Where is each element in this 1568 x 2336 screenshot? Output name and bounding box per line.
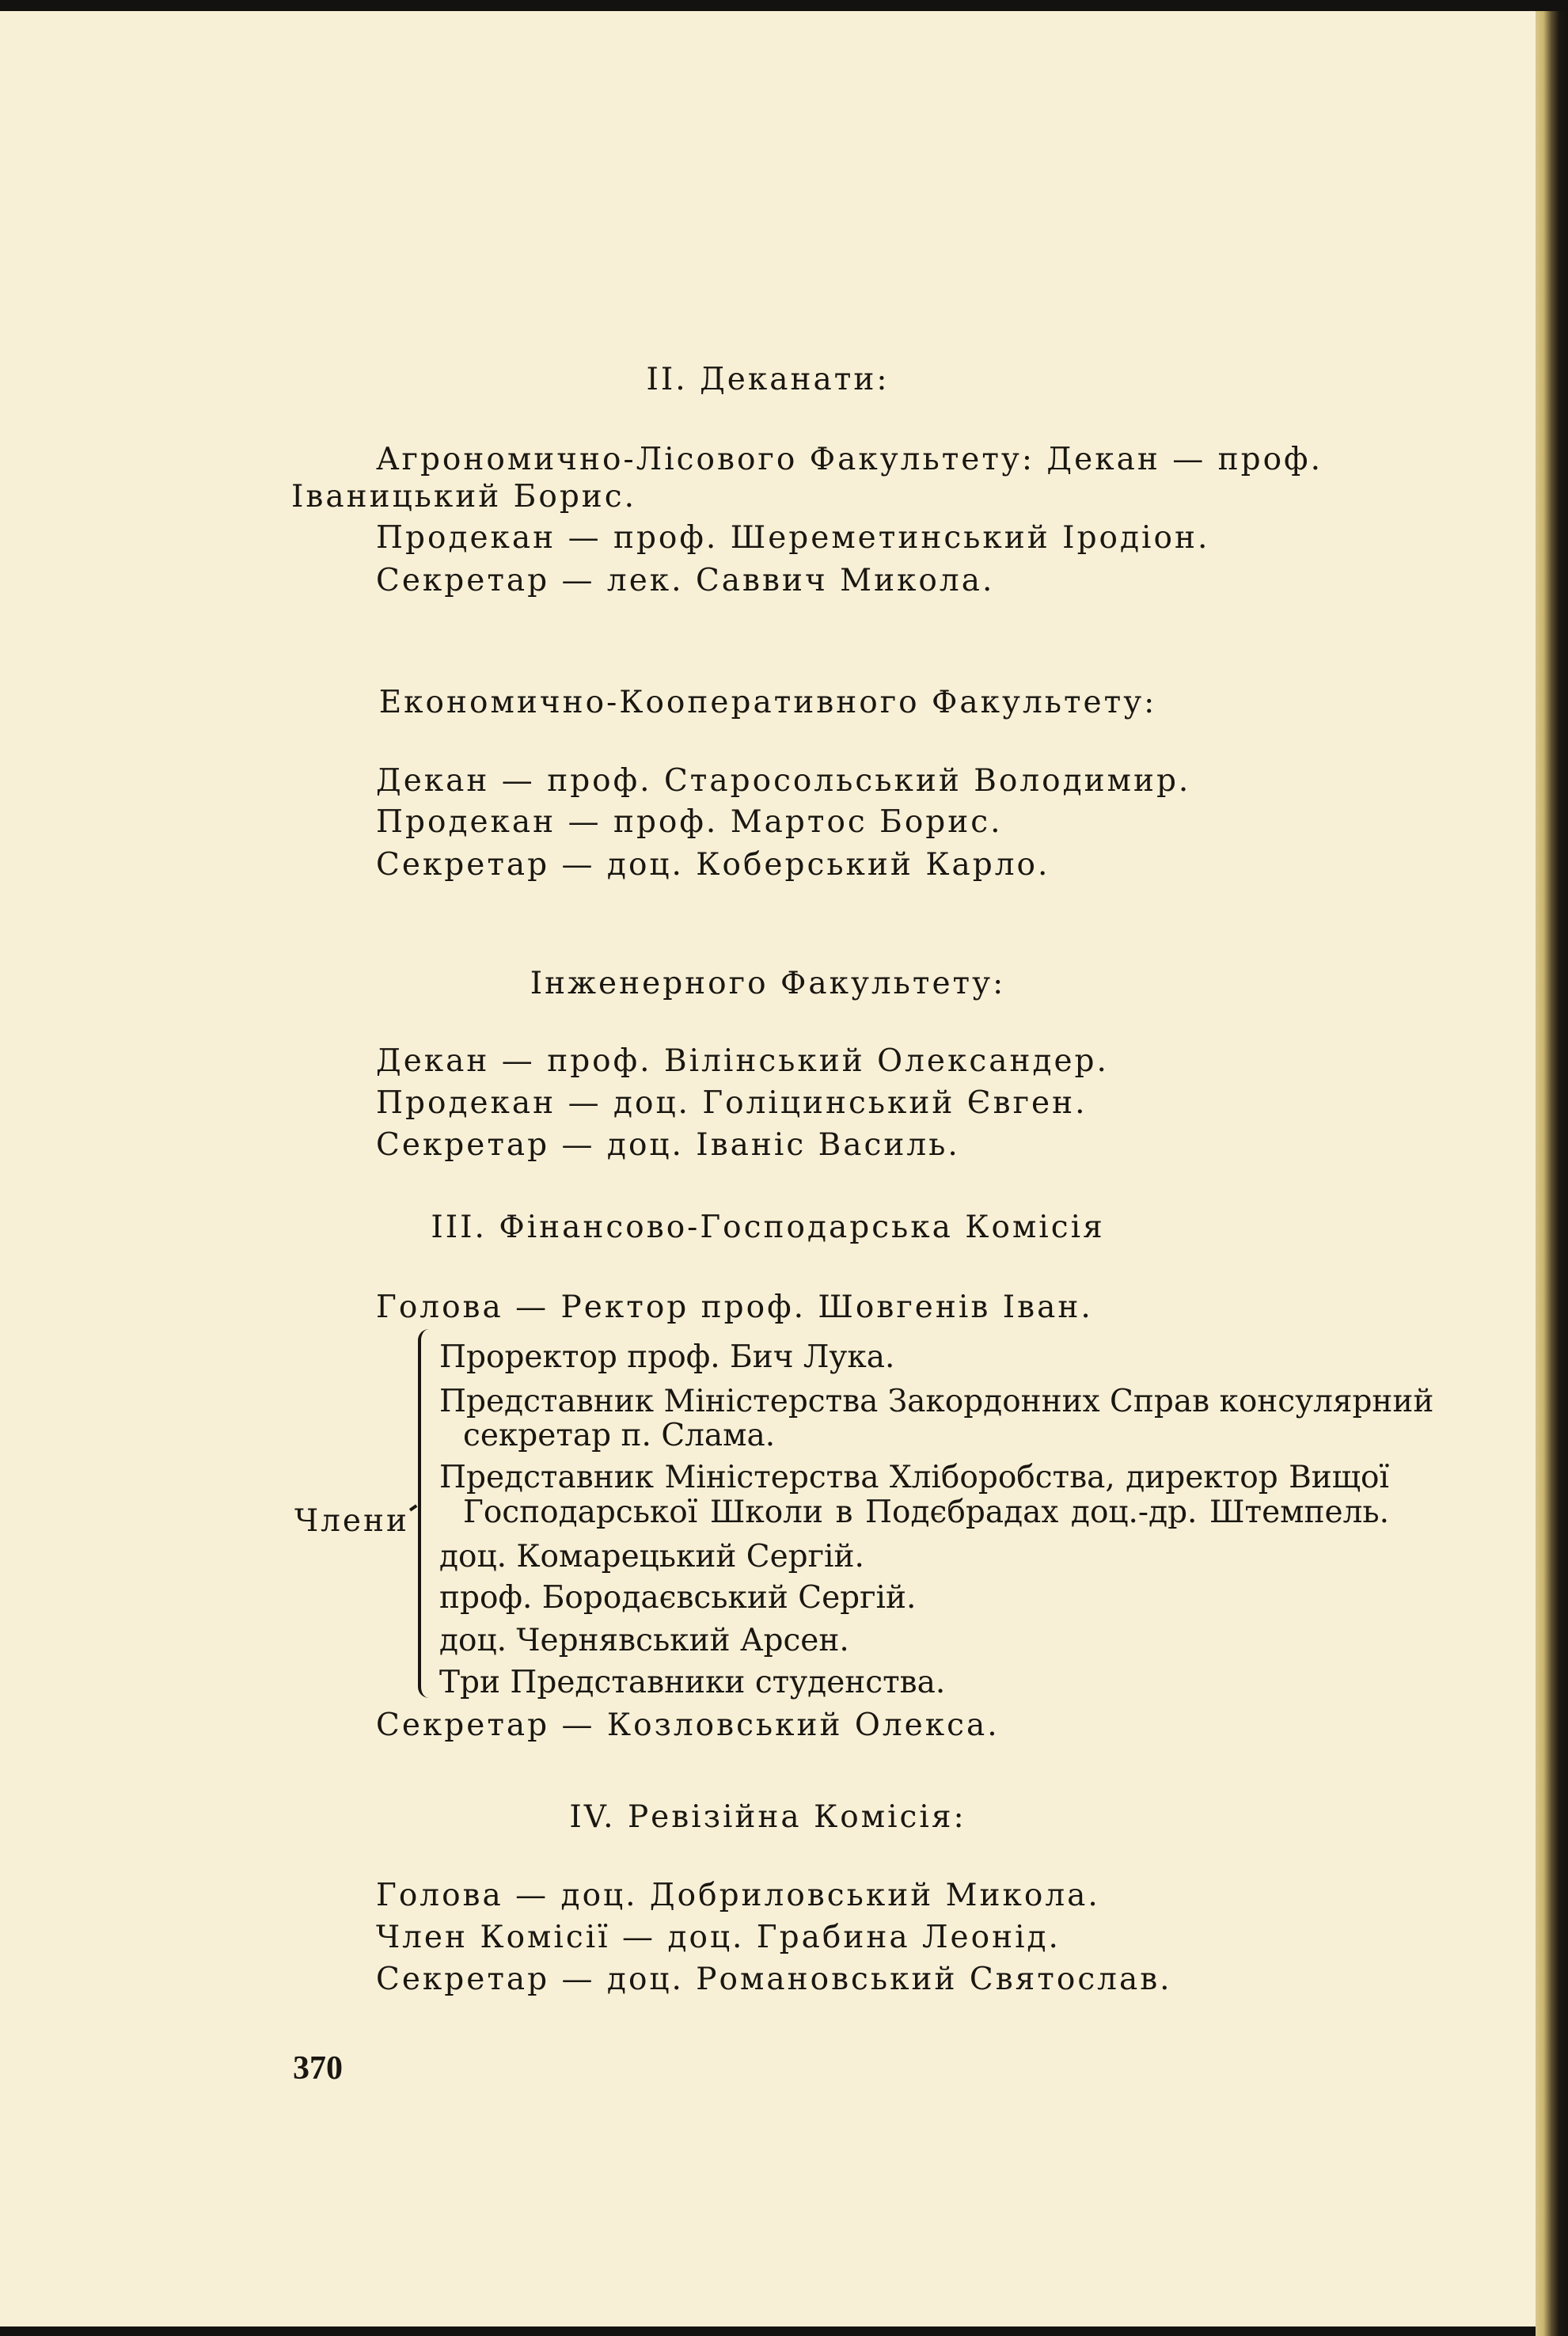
eng-dean: Декан — проф. Вілінський Олександер. [376, 1043, 1109, 1079]
agro-dean-line-2: Іваницький Борис. [291, 479, 637, 515]
member-line: доц. Чернявський Арсен. [439, 1623, 849, 1658]
finance-members-label: Члени [294, 1503, 409, 1539]
agro-dean-line-1: Агрономично-Лісового Факультету: Декан — проф. [376, 442, 1323, 477]
member-line: Проректор проф. Бич Лука. [439, 1339, 895, 1375]
finance-secretary: Секретар — Козловський Олекса. [376, 1707, 1000, 1743]
member-line: Три Представники студенства. [439, 1665, 946, 1700]
eng-vice-dean: Продекан — доц. Голіцинський Євген. [376, 1085, 1088, 1121]
member-line: Господарської Школи в Подєбрадах доц.-др. Штемпель. [463, 1495, 1389, 1530]
section-heading-deanates: II. Деканати: [646, 362, 890, 397]
econ-secretary: Секретар — доц. Коберський Карло. [376, 847, 1050, 883]
audit-secretary: Секретар — доц. Романовський Святослав. [376, 1962, 1172, 1997]
document-page [0, 11, 1536, 2327]
member-line: проф. Бородаєвський Сергій. [439, 1580, 917, 1616]
member-line: Представник Міністерства Хліборобства, директор Вищої [439, 1460, 1389, 1495]
finance-chair: Голова — Ректор проф. Шовгенів Іван. [376, 1290, 1093, 1325]
section-heading-audit: IV. Ревізійна Комісія: [569, 1799, 966, 1835]
member-line: секретар п. Слама. [463, 1418, 776, 1453]
econ-dean: Декан — проф. Старосольський Володимир. [376, 763, 1191, 799]
econ-faculty-heading: Економично-Кооперативного Факультету: [378, 685, 1157, 720]
eng-faculty-heading: Інженерного Факультету: [530, 966, 1006, 1001]
member-line: Представник Міністерства Закордонних Справ консулярний [439, 1384, 1434, 1419]
agro-vice-dean: Продекан — проф. Шереметинський Іродіон. [376, 520, 1210, 556]
eng-secretary: Секретар — доц. Іваніс Василь. [376, 1127, 960, 1163]
page-edge [1536, 11, 1568, 2336]
section-heading-finance: III. Фінансово-Господарська Комісія [431, 1210, 1105, 1245]
audit-member: Член Комісії — доц. Грабина Леонід. [376, 1920, 1061, 1955]
econ-vice-dean: Продекан — проф. Мартос Борис. [376, 804, 1003, 840]
agro-secretary: Секретар — лек. Саввич Микола. [376, 563, 995, 598]
page-number: 370 [293, 2050, 343, 2087]
audit-chair: Голова — доц. Добриловський Микола. [376, 1878, 1100, 1913]
member-line: доц. Комарецький Сергій. [439, 1539, 864, 1574]
